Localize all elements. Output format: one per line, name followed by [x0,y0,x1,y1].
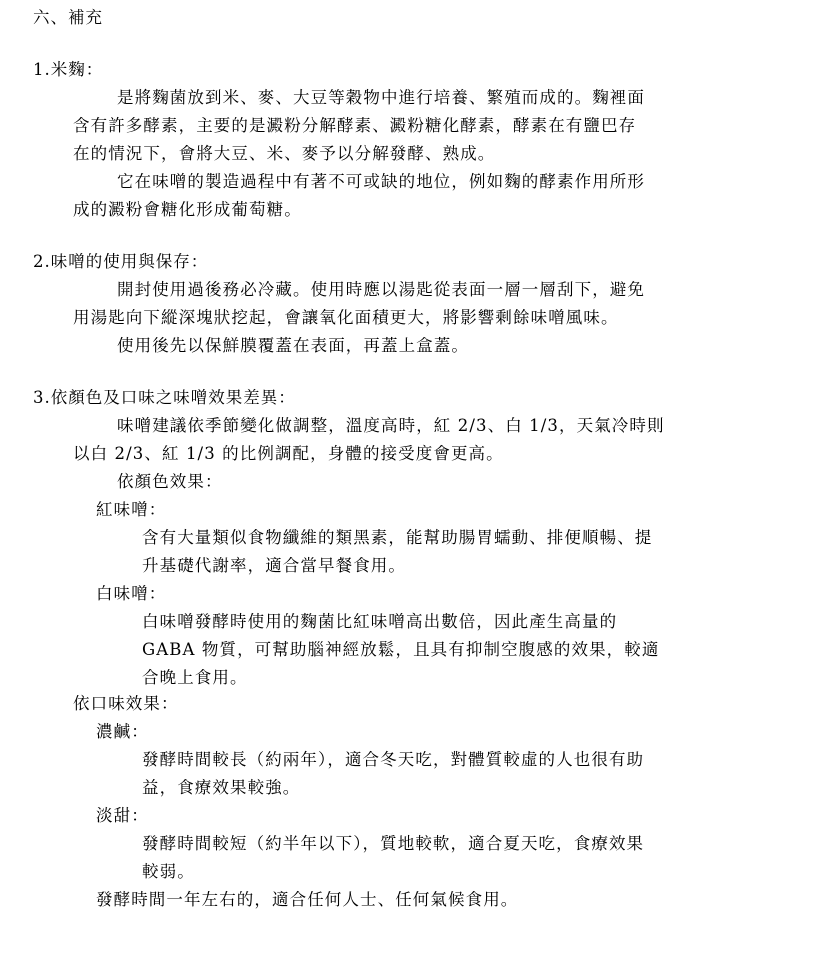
rice-koji-paragraph-1-line-2: 含有許多酵素，主要的是澱粉分解酵素、澱粉糖化酵素，酵素在有鹽巴存 [73,116,637,135]
white-miso-line-2: GABA 物質，可幫助腦神經放鬆，且具有抑制空腹感的效果，較適 [142,640,660,659]
miso-usage-paragraph-1-line-2: 用湯匙向下縱深塊狀挖起，會讓氧化面積更大，將影響剩餘味噌風味。 [73,308,619,327]
light-sweet-line-2: 較弱。 [142,862,195,881]
rich-salty-label: 濃鹹： [96,722,149,741]
miso-usage-paragraph-2-line-1: 使用後先以保鮮膜覆蓋在表面，再蓋上盒蓋。 [117,336,469,355]
white-miso-line-1: 白味噌發酵時使用的麴菌比紅味噌高出數倍，因此產生高量的 [142,612,618,631]
miso-effects-heading: 3.依顏色及口味之味噌效果差異： [33,388,296,407]
by-taste-subheading: 依口味效果： [73,694,179,713]
miso-effects-paragraph-line-1: 味噌建議依季節變化做調整，溫度高時，紅 2/3、白 1/3，天氣冷時則 [117,416,665,435]
closing-note: 發酵時間一年左右的，適合任何人士、任何氣候食用。 [96,890,519,909]
light-sweet-line-1: 發酵時間較短（約半年以下），質地較軟，適合夏天吃，食療效果 [142,834,645,853]
rice-koji-paragraph-2-line-1: 它在味噌的製造過程中有著不可或缺的地位，例如麴的酵素作用所形 [117,172,645,191]
white-miso-line-3: 合晚上食用。 [142,668,248,687]
white-miso-label: 白味噌： [96,584,167,603]
light-sweet-label: 淡甜： [96,806,149,825]
rich-salty-line-1: 發酵時間較長（約兩年），適合冬天吃，對體質較虛的人也很有助 [142,750,645,769]
red-miso-line-2: 升基礎代謝率，適合當早餐食用。 [142,556,406,575]
red-miso-label: 紅味噌： [96,500,167,519]
section-title: 六、補充 [33,8,103,27]
rich-salty-line-2: 益，食療效果較強。 [142,778,301,797]
rice-koji-paragraph-1-line-1: 是將麴菌放到米、麥、大豆等穀物中進行培養、繁殖而成的。麴裡面 [117,88,645,107]
miso-usage-paragraph-1-line-1: 開封使用過後務必冷藏。使用時應以湯匙從表面一層一層刮下，避免 [117,280,645,299]
rice-koji-paragraph-1-line-3: 在的情況下，會將大豆、米、麥予以分解發酵、熟成。 [73,144,496,163]
by-color-subheading: 依顏色效果： [117,472,223,491]
miso-usage-heading: 2.味噌的使用與保存： [33,252,209,271]
rice-koji-heading: 1.米麴： [33,60,104,79]
red-miso-line-1: 含有大量類似食物纖維的類黑素，能幫助腸胃蠕動、排便順暢、提 [142,528,653,547]
miso-effects-paragraph-line-2: 以白 2/3、紅 1/3 的比例調配，身體的接受度會更高。 [73,444,504,463]
rice-koji-paragraph-2-line-2: 成的澱粉會糖化形成葡萄糖。 [73,200,302,219]
